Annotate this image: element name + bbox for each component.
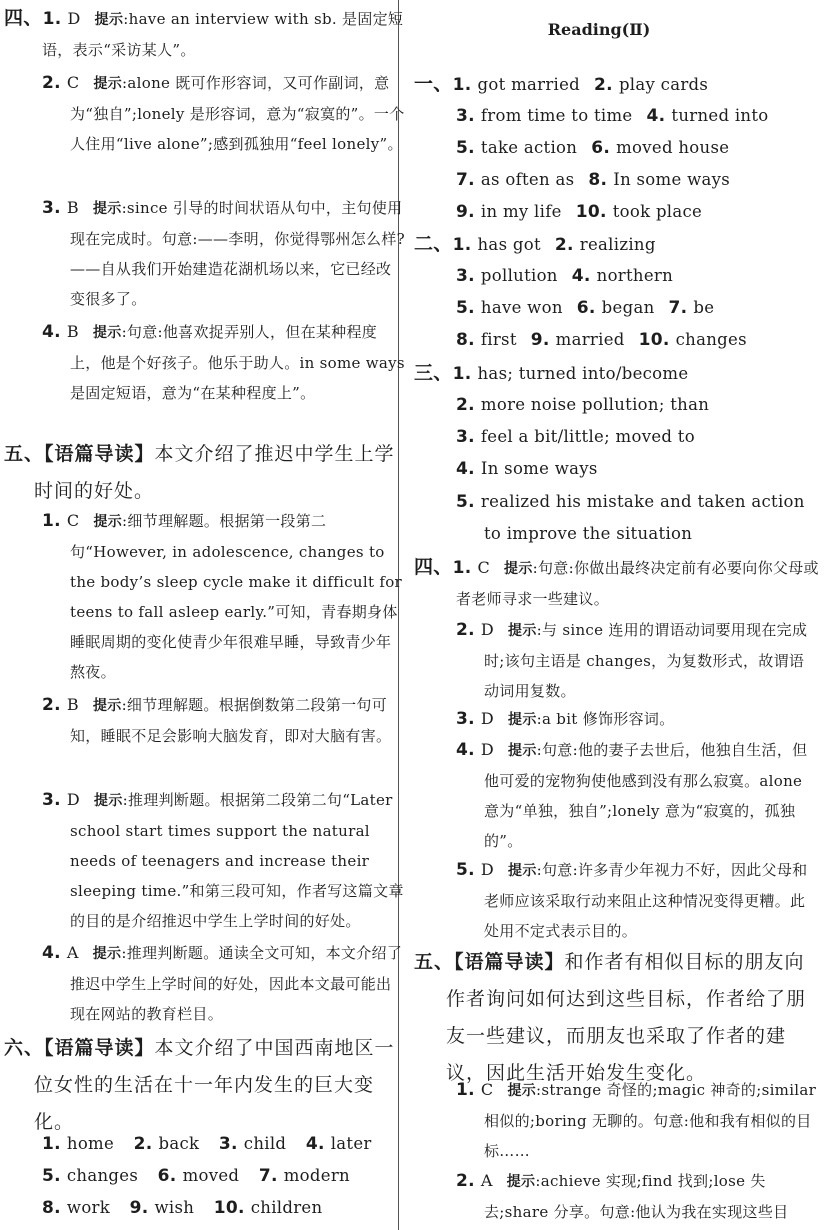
right-s3-row1 [414,357,688,390]
answer-text: has; turned into/become [477,364,689,383]
answer-word: back [158,1134,200,1153]
hint-text: :句意:他喜欢捉弄别人，但在某种程度上，他是个好孩子。他乐于助人。in some ways 是固定短语，意为“在某种程度上”。 [70,323,405,402]
answer-word: changes [675,330,747,349]
right-s1-row1 [414,68,708,101]
question-number: 5. [456,860,475,880]
reading-guide-label: 【语篇导读】 [454,951,565,973]
left-s5-intro [4,436,412,510]
answer-option: B [66,198,79,217]
question-number: 4. [456,740,475,760]
hint-label: 提示 [93,514,123,530]
answer-number: 7. [668,298,688,318]
answer-option: D [66,790,81,809]
hint-label: 提示 [94,793,123,809]
answer-option: C [477,558,491,577]
answer-number: 2. [133,1134,153,1154]
question-number: 2. [456,620,475,640]
answer-word: pollution [480,266,558,285]
right-s2-row4 [456,324,747,356]
answer-word: turned into [671,106,769,125]
question-number: 3. [42,198,61,218]
question-number: 1. [452,558,472,578]
section-label-5b: 五、 [414,951,455,973]
answer-word: play cards [618,75,709,94]
left-s6-answers-row2 [42,1160,350,1192]
hint-text: :a bit 修饰形容词。 [536,710,675,728]
answer-word: got married [477,75,581,94]
answer-number: 4. [305,1134,325,1154]
answer-number: 9. [129,1198,149,1218]
question-number: 1. [42,9,62,29]
question-number: 3. [42,790,61,810]
answer-number: 7. [456,170,475,190]
hint-text: :alone 既可作形容词，又可作副词，意为“独自”;lonely 是形容词，意为“寂寞的”。一个人住用“live alone”;感到孤独用“feel lonely”。 [70,74,405,153]
reading-guide-label: 【语篇导读】 [44,443,155,465]
question-number: 2. [42,695,61,715]
right-s4-q3 [456,704,818,735]
answer-number: 8. [42,1198,61,1218]
hint-label: 提示 [508,623,537,639]
answer-number: 5. [456,492,475,512]
left-s5-q1 [42,506,406,687]
hint-text: :have an interview with sb. 是固定短语，表示“采访某人”。 [42,10,404,59]
right-s2-row2 [456,260,673,292]
left-s6-intro [4,1030,412,1141]
answer-word: as often as [480,170,575,189]
left-s5-q3 [42,785,406,936]
answer-word: have won [480,298,563,317]
section-label-2: 二、 [414,233,453,255]
answer-word: from time to time [480,106,633,125]
hint-label: 提示 [92,201,122,217]
hint-text: :细节理解题。根据第一段第二句“However, in adolescence, changes to the body’s sleep cycle make it difficult for teens to fall asleep early.”可知，青春期身体睡眠周期的变化使青少年很难早睡，导致青少年熬夜。 [70,512,403,681]
hint-label: 提示 [94,12,124,28]
right-s4-q4 [456,735,818,856]
answer-option: D [67,9,81,28]
hint-label: 提示 [504,561,533,577]
hint-text: :since 引导的时间状语从句中，主句使用现在完成时。句意:——李明，你觉得鄂州怎么样? ——自从我们开始建造花湖机场以来，它已经改变很多了。 [70,199,405,308]
answer-option: C [66,73,80,92]
hint-label: 提示 [508,863,537,879]
section-label-1: 一、 [414,73,453,95]
hint-label: 提示 [508,712,537,728]
answer-option: A [66,943,79,962]
left-s4-q2 [42,68,406,159]
hint-text: :推理判断题。根据第二段第二句“Later school start times support the natural needs of teenagers and increase their sleeping time.”和第三段可知，作者写这篇文章的目的是介绍推迟中学生上学时间的好处。 [70,791,404,930]
answer-number: 2. [594,75,613,95]
answer-number: 1. [452,235,472,255]
answer-option: C [66,511,80,530]
section-label-3: 三、 [414,362,453,384]
answer-number: 3. [456,106,475,126]
hint-label: 提示 [93,76,123,92]
answer-text: more noise pollution; than [480,395,710,414]
answer-word: home [66,1134,115,1153]
hint-label: 提示 [508,743,537,759]
hint-text: :细节理解题。根据倒数第二段第一句可知，睡眠不足会影响大脑发育，即对大脑有害。 [70,696,392,745]
hint-text: :句意:他的妻子去世后，他独自生活，但他可爱的宠物狗使他感到没有那么寂寞。alone 意为“单独，独自”;lonely 意为“寂寞的，孤独的”。 [484,741,808,850]
right-s2-row1 [414,228,656,261]
right-s1-row2 [456,100,769,132]
hint-label: 提示 [92,946,122,962]
answer-number: 3. [218,1134,238,1154]
hint-label: 提示 [92,325,122,341]
answer-word: child [243,1134,287,1153]
answer-number: 2. [456,395,475,415]
answer-word: later [330,1134,372,1153]
answer-word: moved house [616,138,730,157]
answer-number: 5. [456,138,475,158]
right-s4-q1 [414,552,832,614]
left-s5-q4 [42,938,406,1029]
question-number: 2. [42,73,61,93]
answer-number: 6. [576,298,596,318]
answer-word: began [601,298,655,317]
right-s4-q2 [456,615,818,706]
hint-label: 提示 [507,1083,537,1099]
answer-number: 5. [42,1166,61,1186]
answer-option: D [480,620,495,639]
section-label-6: 六、 [4,1037,45,1059]
answer-number: 1. [452,75,472,95]
right-s1-row3 [456,132,729,164]
answer-number: 6. [157,1166,177,1186]
answer-word: wish [154,1198,195,1217]
question-number: 2. [456,1171,475,1191]
hint-text: :与 since 连用的谓语动词要用现在完成时;该句主语是 changes，为复数形式，故谓语动词用复数。 [484,621,808,700]
hint-text: :推理判断题。通读全文可知，本文介绍了推迟中学生上学时间的好处，因此本文最可能出现在网站的教育栏目。 [70,944,403,1023]
answer-option: B [66,322,79,341]
question-number: 4. [42,322,61,342]
right-s3-row4 [456,453,598,485]
reading-guide-text: 和作者有相似目标的朋友向作者询问如何达到这些目标，作者给了朋友一些建议，而朋友也采取了作者的建议，因此生活开始发生变化。 [446,951,807,1084]
left-s4-q1 [4,3,420,65]
right-s1-row4 [456,164,730,196]
answer-number: 8. [588,170,608,190]
answer-number: 10. [213,1198,245,1218]
answer-number: 3. [456,427,475,447]
answer-option: D [480,860,495,879]
answer-number: 4. [571,266,591,286]
question-number: 1. [42,511,61,531]
answer-text: In some ways [480,459,598,478]
answer-word: married [555,330,625,349]
answer-option: B [66,695,79,714]
right-s5-q2 [456,1166,818,1227]
page-title: Reading(Ⅱ) [547,20,651,39]
right-s1-row5 [456,196,702,228]
right-s3-row2 [456,389,709,421]
left-s4-q3 [42,193,406,314]
hint-text: :句意:你做出最终决定前有必要向你父母或者老师寻求一些建议。 [456,559,819,608]
right-s5-intro [414,944,822,1092]
section-label-4: 四、 [4,7,43,29]
right-s2-row3 [456,292,714,324]
hint-label: 提示 [506,1174,536,1190]
right-s3-row3 [456,421,695,453]
answer-text: feel a bit/little; moved to [480,427,695,446]
question-number: 4. [42,943,61,963]
answer-number: 3. [456,266,475,286]
answer-word: modern [283,1166,350,1185]
reading-guide-label: 【语篇导读】 [44,1037,155,1059]
answer-number: 9. [530,330,550,350]
reading-guide-text: 本文介绍了推迟中学生上学时间的好处。 [34,443,395,502]
answer-word: has got [477,235,541,254]
answer-word: work [66,1198,111,1217]
answer-word: took place [612,202,703,221]
left-s6-answers-row3 [42,1192,322,1224]
hint-label: 提示 [92,698,122,714]
section-label-5: 五、 [4,443,45,465]
answer-word: changes [66,1166,139,1185]
question-number: 1. [456,1080,475,1100]
reading-guide-text: 本文介绍了中国西南地区一位女性的生活在十一年内发生的巨大变化。 [34,1037,395,1133]
answer-number: 10. [638,330,670,350]
answer-number: 7. [258,1166,278,1186]
answer-word: take action [480,138,578,157]
answer-number: 2. [554,235,574,255]
answer-word: in my life [480,202,562,221]
answer-option: D [480,740,495,759]
answer-option: C [480,1080,494,1099]
hint-text: :achieve 实现;find 找到;lose 失去;share 分享。句意:他认为我在实现这些目 [484,1172,789,1221]
left-s6-answers-row1 [42,1128,372,1160]
answer-text: realized his mistake and taken action to improve the situation [480,492,805,543]
answer-number: 6. [591,138,611,158]
answer-word: In some ways [613,170,731,189]
answer-word: children [250,1198,323,1217]
question-number: 3. [456,709,475,729]
answer-number: 10. [575,202,607,222]
answer-number: 5. [456,298,475,318]
answer-number: 4. [646,106,666,126]
answer-word: realizing [579,235,656,254]
answer-number: 8. [456,330,475,350]
answer-option: A [480,1171,493,1190]
answer-number: 4. [456,459,475,479]
hint-text: :句意:许多青少年视力不好，因此父母和老师应该采取行动来阻止这种情况变得更糟。此处用不定式表示目的。 [484,861,808,940]
answer-number: 1. [452,364,472,384]
left-s5-q2 [42,690,406,751]
right-s5-q1 [456,1075,818,1166]
hint-text: :strange 奇怪的;magic 神奇的;similar 相似的;boring 无聊的。句意:他和我有相似的目标…… [484,1081,817,1160]
answer-option: D [480,709,495,728]
right-s3-row5 [456,486,818,550]
answer-word: moved [182,1166,240,1185]
answer-number: 1. [42,1134,61,1154]
answer-word: northern [596,266,674,285]
section-label-4b: 四、 [414,556,453,578]
answer-number: 9. [456,202,475,222]
right-s4-q5 [456,855,818,946]
answer-word: first [480,330,517,349]
answer-word: be [693,298,715,317]
left-s4-q4 [42,317,406,408]
